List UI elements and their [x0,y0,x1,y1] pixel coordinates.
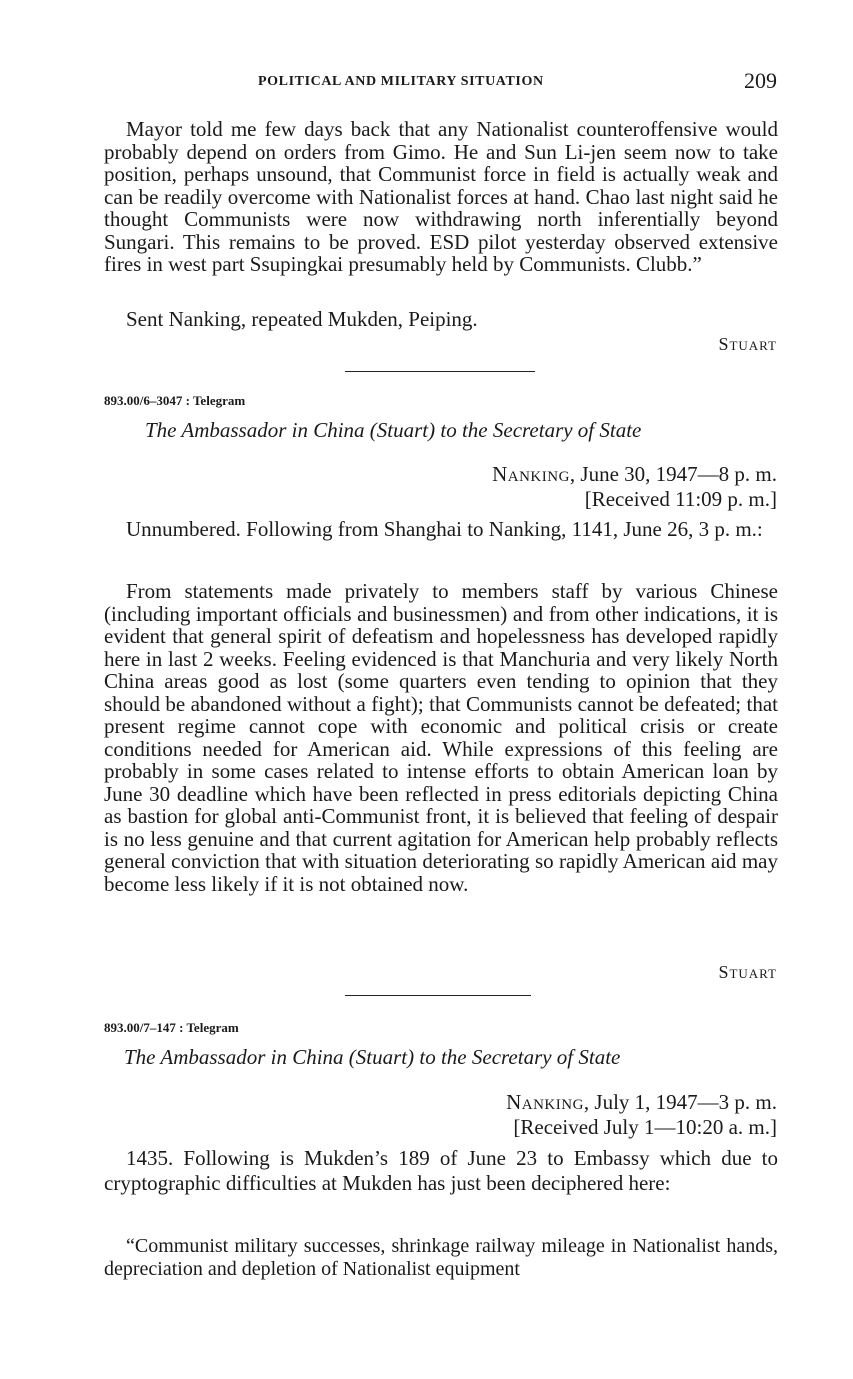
running-header: POLITICAL AND MILITARY SITUATION [258,74,544,89]
page-number: 209 [744,68,777,93]
dateline-date [492,462,777,487]
dateline-time: , July 1, 1947—3 p. m. [583,1090,777,1114]
quoted-telegram: “Communist military successes, shrinkage railway mileage in Nationalist hands, depreciation and depletion of Nationalist equipment [104,1235,778,1280]
dateline-date [506,1090,777,1115]
telegram-intro: Unnumbered. Following from Shanghai to Nanking, 1141, June 26, 3 p. m.: [126,517,763,541]
signature-stuart-2: Stuart [718,962,777,982]
section-divider [345,995,531,996]
telegram-body: From statements made privately to members staff by various Chinese (including important officials and businessmen) and from other indications, it is evident that general spirit of defeatism and hopelessness has developed rapidly here in last 2 weeks. Feeling evidenced is that Manchuria and very likely North China areas good as lost (some quarters even tending to opinion that they should be abandoned without a fight); that Communists cannot be defeated; that present regime cannot cope with economic and political crisis or create conditions needed for American aid. While expressions of this feeling are probably in some cases related to intense efforts to obtain American loan by June 30 deadline which have been reflected in press editorials depicting China as bastion for global anti-Communist front, it is believed that feeling of despair is no less genuine and that current agitation for American help probably reflects general conviction that with situation deteriorating so rapidly American aid may become less likely if it is not obtained now. [104,579,778,896]
dateline-time: , June 30, 1947—8 p. m. [569,462,777,486]
received-line: [Received July 1—10:20 a. m.] [513,1115,777,1139]
signature-stuart-1: Stuart [718,334,777,354]
dateline [506,1090,777,1140]
dateline-place: Nanking [506,1090,584,1114]
telegram-title: The Ambassador in China (Stuart) to the Secretary of State [145,418,642,442]
telegram-title: The Ambassador in China (Stuart) to the Secretary of State [124,1045,621,1069]
sent-line: Sent Nanking, repeated Mukden, Peiping. [126,307,478,331]
section-divider [345,371,535,372]
received-line: [Received 11:09 p. m.] [584,487,777,511]
telegram-intro: 1435. Following is Mukden’s 189 of June 23 to Embassy which due to cryptographic difficulties at Mukden has just been deciphered here: [104,1146,778,1195]
dateline [492,462,777,512]
continuation-paragraph: Mayor told me few days back that any Nationalist counteroffensive would probably depend on orders from Gimo. He and Sun Li-jen seem now to take position, perhaps unsound, that Communist force in field is actually weak and can be readily overcome with Nationalist forces at hand. Chao last night said he thought Communists were now withdrawing north inferentially beyond Sungari. This remains to be proved. ESD pilot yesterday observed extensive fires in west part Ssupingkai presumably held by Communists. Clubb.” [104,117,778,276]
dateline-place: Nanking [492,462,570,486]
file-reference: 893.00/6–3047 : Telegram [104,393,246,408]
file-reference: 893.00/7–147 : Telegram [104,1020,239,1035]
